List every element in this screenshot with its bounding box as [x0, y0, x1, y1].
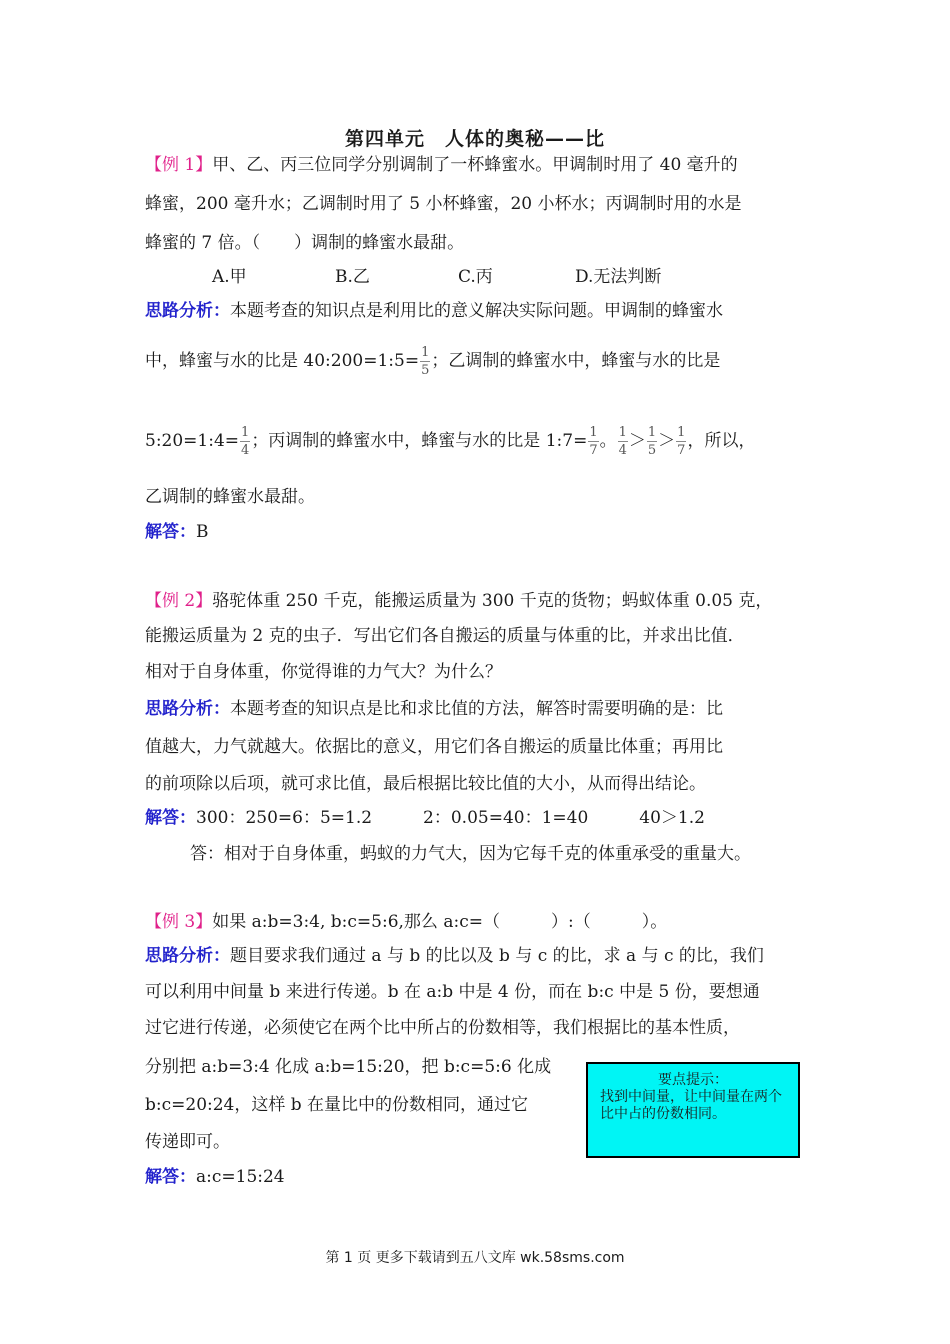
ex1-option-b: B.乙	[335, 267, 370, 287]
ex1-answer: 解答：B	[145, 522, 209, 542]
ex3-answer: 解答：a:c=15:24	[145, 1167, 285, 1187]
ex1-answer-label: 解答：	[145, 522, 196, 542]
page-footer: 第 1 页 更多下载请到五八文库 wk.58sms.com	[325, 1250, 625, 1266]
tip-body: 找到中间量，让中间量在两个比中占的份数相同。	[600, 1089, 782, 1122]
ex2-question-line-3: 相对于自身体重，你觉得谁的力气大？为什么？	[145, 662, 502, 682]
ex1-analysis-line-1: 思路分析：本题考查的知识点是利用比的意义解决实际问题。甲调制的蜂蜜水	[145, 301, 723, 321]
compare-fraction-one-fourth: $\frac{1}{4}$	[618, 425, 627, 458]
tip-title: 要点提示：	[658, 1072, 728, 1088]
ex1-option-d: D.无法判断	[575, 267, 662, 287]
ex3-analysis-line-4: 分别把 a:b=3:4 化成 a:b=15:20，把 b:c=5:6 化成	[145, 1057, 552, 1077]
ex3-analysis-line-3: 过它进行传递，必须使它在两个比中所占的份数相等，我们根据比的基本性质，	[145, 1018, 740, 1038]
ex1-option-a: A.甲	[212, 267, 247, 287]
ex1-question-line-3: 蜂蜜的 7 倍。（ ）调制的蜂蜜水最甜。	[145, 233, 465, 253]
ex1-question-line-2: 蜂蜜，200 毫升水；乙调制时用了 5 小杯蜂蜜，20 小杯水；丙调制时用的水是	[145, 194, 742, 214]
ex3-analysis-line-6: 传递即可。	[145, 1132, 230, 1152]
ex1-tag: 【例 1】	[145, 155, 213, 175]
ex3-analysis-line-1: 思路分析：题目要求我们通过 a 与 b 的比以及 b 与 c 的比，求 a 与 c 的比，我们	[145, 946, 764, 966]
ex3-analysis-line-5: b:c=20:24，这样 b 在量比中的份数相同，通过它	[145, 1095, 529, 1115]
ex1-analysis-line-2: 中，蜂蜜与水的比是 40:200=1:5= $\frac{1}{5}$ ；乙调制的蜂蜜水中，蜂蜜与水的比是	[145, 345, 721, 378]
ex3-answer-label: 解答：	[145, 1167, 196, 1187]
ex2-answer-label: 解答：	[145, 808, 196, 828]
ex3-analysis-label: 思路分析：	[145, 946, 230, 966]
key-point-tip-box	[586, 1062, 800, 1158]
ex2-analysis-line-1: 思路分析：本题考查的知识点是比和求比值的方法，解答时需要明确的是：比	[145, 699, 723, 719]
ex3-analysis-line-2: 可以利用中间量 b 来进行传递。b 在 a:b 中是 4 份，而在 b:c 中是 5 份，要想通	[145, 982, 760, 1002]
ex2-question-line-1: 【例 2】骆驼体重 250 千克，能搬运质量为 300 千克的货物；蚂蚁体重 0.05 克，	[145, 591, 773, 611]
ex2-tag: 【例 2】	[145, 591, 213, 611]
ex1-analysis-line-4: 乙调制的蜂蜜水最甜。	[145, 487, 315, 507]
ex2-analysis-label: 思路分析：	[145, 699, 230, 719]
ex1-question-line-1: 【例 1】甲、乙、丙三位同学分别调制了一杯蜂蜜水。甲调制时用了 40 毫升的	[145, 155, 738, 175]
ex1-analysis-line-3: 5:20=1:4= $\frac{1}{4}$ ；丙调制的蜂蜜水中，蜂蜜与水的比是 1:7= $\frac{1}{7}$ 。 $\frac{1}{4}$ ＞ $\frac{1}{5}$ ＞ $\frac{1}{7}$ ，所以，	[145, 425, 756, 458]
page-title: 第四单元 人体的奥秘——比	[344, 128, 605, 150]
ex3-tag: 【例 3】	[145, 912, 213, 932]
fraction-one-seventh: $\frac{1}{7}$	[589, 425, 598, 458]
fraction-one-fifth: $\frac{1}{5}$	[421, 345, 430, 378]
ex2-analysis-line-2: 值越大，力气就越大。依据比的意义，用它们各自搬运的质量比体重；再用比	[145, 737, 723, 757]
ex2-answer-conclusion: 答：相对于自身体重，蚂蚁的力气大，因为它每千克的体重承受的重量大。	[190, 844, 751, 864]
ex3-question-line-1: 【例 3】如果 a:b=3:4, b:c=5:6,那么 a:c=（ ）:（ ）。	[145, 912, 668, 932]
ex2-answer: 解答：300：250=6：5=1.2 2：0.05=40：1=40 40＞1.2	[145, 808, 705, 828]
ex1-analysis-label: 思路分析：	[145, 301, 230, 321]
fraction-one-fourth: $\frac{1}{4}$	[241, 425, 250, 458]
ex1-option-c: C.丙	[458, 267, 493, 287]
ex2-analysis-line-3: 的前项除以后项，就可求比值，最后根据比较比值的大小，从而得出结论。	[145, 774, 706, 794]
compare-fraction-one-seventh: $\frac{1}{7}$	[677, 425, 686, 458]
ex2-question-line-2: 能搬运质量为 2 克的虫子．写出它们各自搬运的质量与体重的比，并求出比值．	[145, 626, 745, 646]
compare-fraction-one-fifth: $\frac{1}{5}$	[647, 425, 657, 458]
